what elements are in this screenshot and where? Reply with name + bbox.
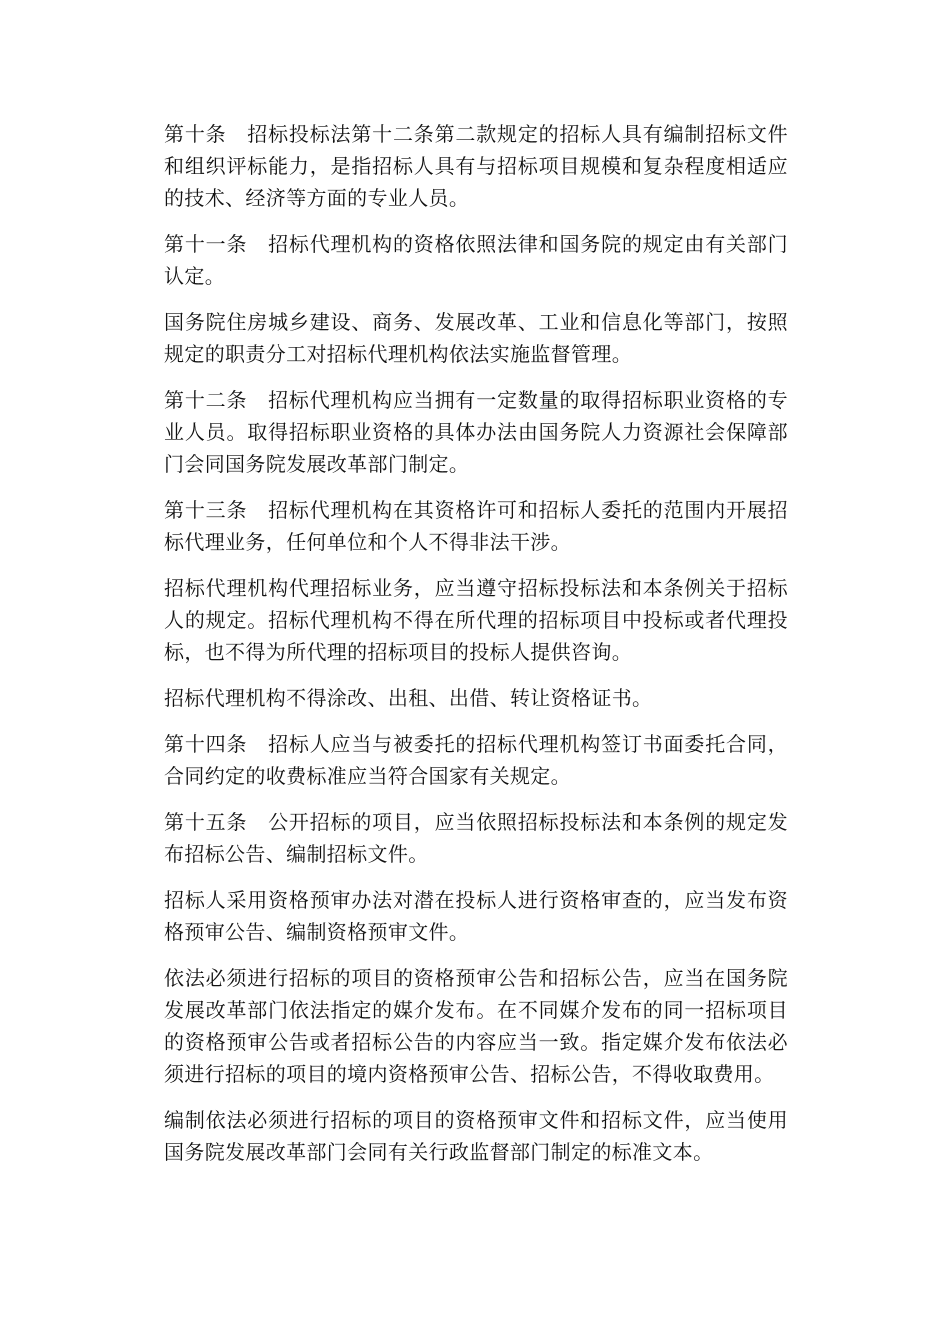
document-body (164, 118, 788, 1182)
paragraph-article-15-clause-2: 招标人采用资格预审办法对潜在投标人进行资格审查的，应当发布资格预审公告、编制资格预审文件。 (164, 888, 788, 944)
paragraph-article-15-clause-3: 依法必须进行招标的项目的资格预审公告和招标公告，应当在国务院发展改革部门依法指定的媒介发布。在不同媒介发布的同一招标项目的资格预审公告或者招标公告的内容应当一致。指定媒介发布依法必须进行招标的项目的境内资格预审公告、招标公告，不得收取费用。 (164, 966, 788, 1086)
paragraph-article-11: 第十一条 招标代理机构的资格依照法律和国务院的规定由有关部门认定。 (164, 232, 788, 288)
paragraph-article-15-clause-4: 编制依法必须进行招标的项目的资格预审文件和招标文件，应当使用国务院发展改革部门会同有关行政监督部门制定的标准文本。 (164, 1108, 788, 1164)
paragraph-article-13-clause-3: 招标代理机构不得涂改、出租、出借、转让资格证书。 (164, 686, 653, 710)
paragraph-article-14: 第十四条 招标人应当与被委托的招标代理机构签订书面委托合同，合同约定的收费标准应当符合国家有关规定。 (164, 732, 788, 788)
paragraph-article-12: 第十二条 招标代理机构应当拥有一定数量的取得招标职业资格的专业人员。取得招标职业资格的具体办法由国务院人力资源社会保障部门会同国务院发展改革部门制定。 (164, 388, 788, 476)
paragraph-article-11-clause-2: 国务院住房城乡建设、商务、发展改革、工业和信息化等部门，按照规定的职责分工对招标代理机构依法实施监督管理。 (164, 310, 788, 366)
paragraph-article-13-clause-2: 招标代理机构代理招标业务，应当遵守招标投标法和本条例关于招标人的规定。招标代理机构不得在所代理的招标项目中投标或者代理投标，也不得为所代理的招标项目的投标人提供咨询。 (164, 576, 788, 664)
paragraph-article-10: 第十条 招标投标法第十二条第二款规定的招标人具有编制招标文件和组织评标能力，是指招标人具有与招标项目规模和复杂程度相适应的技术、经济等方面的专业人员。 (164, 122, 788, 210)
paragraph-article-15: 第十五条 公开招标的项目，应当依照招标投标法和本条例的规定发布招标公告、编制招标文件。 (164, 810, 788, 866)
paragraph-article-13: 第十三条 招标代理机构在其资格许可和招标人委托的范围内开展招标代理业务，任何单位和个人不得非法干涉。 (164, 498, 788, 554)
